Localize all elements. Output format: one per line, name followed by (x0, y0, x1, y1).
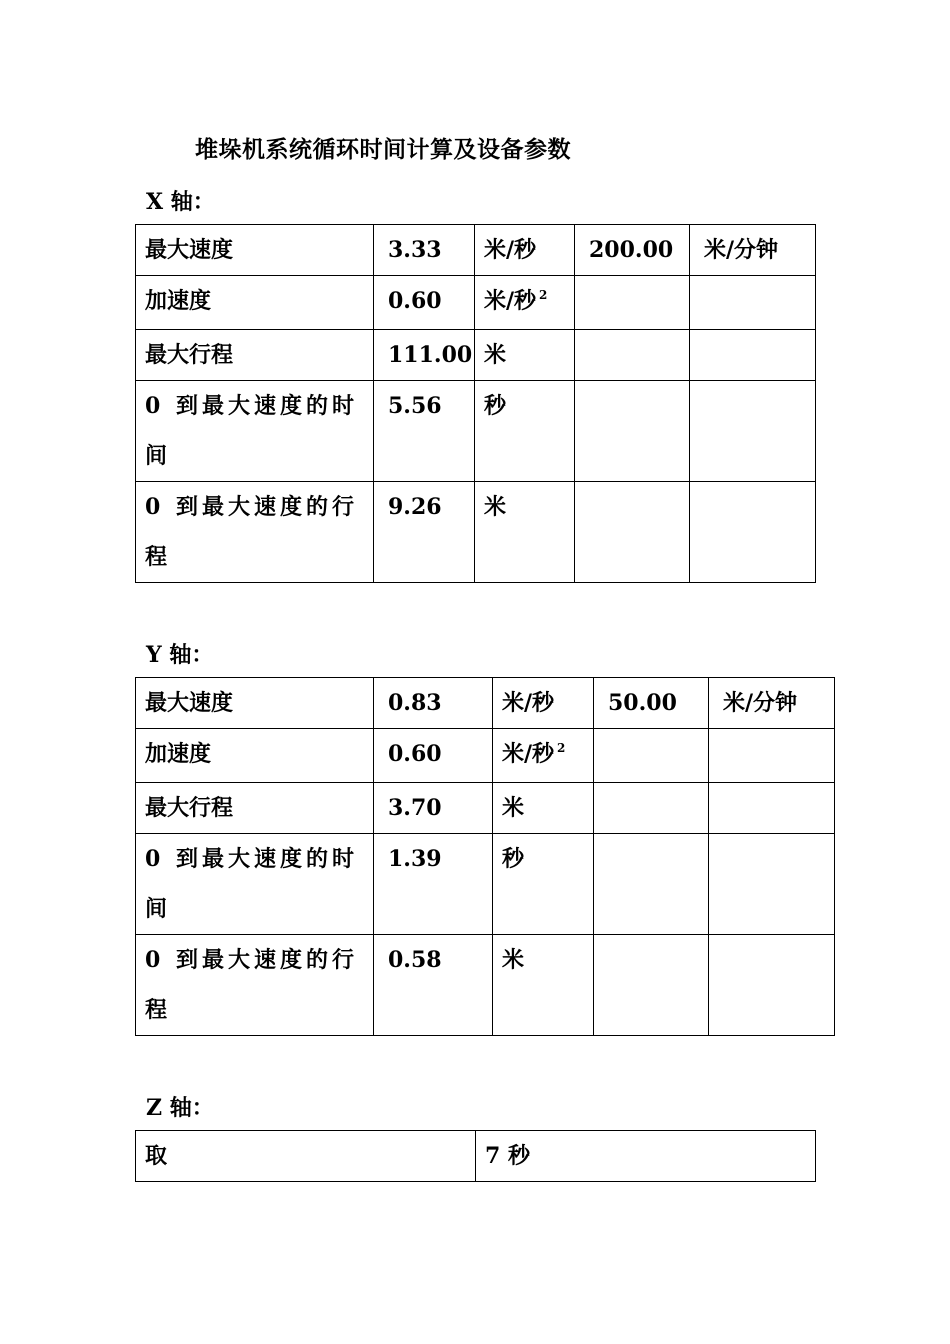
param-name: 取 (136, 1131, 476, 1182)
param-unit: 秒 (493, 834, 594, 935)
param-value: 3.33 (374, 225, 475, 276)
param-extra-value: 50.00 (594, 678, 709, 729)
table-row (136, 783, 835, 834)
param-unit (493, 729, 594, 783)
table-row (136, 225, 816, 276)
param-extra-unit: 米/分钟 (709, 678, 835, 729)
table-row (136, 276, 816, 330)
param-extra-unit (709, 935, 835, 1036)
param-extra-unit (690, 276, 816, 330)
table-row (136, 330, 816, 381)
unit-superscript: 2 (539, 288, 548, 302)
param-unit: 米 (475, 330, 575, 381)
param-name: 0 到最大速度的时间 (136, 381, 374, 482)
param-extra-unit (709, 783, 835, 834)
param-unit (475, 276, 575, 330)
table-row (136, 381, 816, 482)
table-row (136, 729, 835, 783)
param-value: 3.70 (374, 783, 493, 834)
param-value: 0.60 (374, 276, 475, 330)
param-extra-value (594, 729, 709, 783)
param-unit: 米 (493, 783, 594, 834)
y-axis-table (135, 677, 835, 1036)
param-value: 111.00 (374, 330, 475, 381)
param-extra-value (575, 276, 690, 330)
table-row (136, 834, 835, 935)
param-name: 加速度 (136, 276, 374, 330)
document-title: 堆垛机系统循环时间计算及设备参数 (195, 136, 571, 163)
param-unit: 米/秒 (493, 678, 594, 729)
table-row (136, 482, 816, 583)
unit-text: 米/秒 (502, 741, 555, 767)
param-extra-value (594, 935, 709, 1036)
param-unit: 秒 (475, 381, 575, 482)
param-name: 最大速度 (136, 225, 374, 276)
param-extra-value (594, 834, 709, 935)
param-extra-value (575, 330, 690, 381)
param-extra-value (575, 482, 690, 583)
table-row (136, 678, 835, 729)
param-value: 1.39 (374, 834, 493, 935)
param-extra-value (594, 783, 709, 834)
y-axis-label: Y 轴： (146, 642, 214, 668)
unit-superscript: 2 (557, 741, 566, 755)
param-name: 加速度 (136, 729, 374, 783)
x-axis-label: X 轴： (146, 189, 215, 215)
param-extra-unit (690, 381, 816, 482)
unit-text: 米/秒 (484, 288, 537, 314)
param-name: 最大行程 (136, 783, 374, 834)
param-name: 0 到最大速度的行程 (136, 482, 374, 583)
param-name: 最大行程 (136, 330, 374, 381)
table-row (136, 1131, 816, 1182)
param-unit: 米/秒 (475, 225, 575, 276)
param-name: 0 到最大速度的行程 (136, 935, 374, 1036)
param-unit: 米 (493, 935, 594, 1036)
param-extra-unit (709, 729, 835, 783)
z-axis-label: Z 轴： (146, 1095, 214, 1121)
param-value: 0.60 (374, 729, 493, 783)
param-value: 0.83 (374, 678, 493, 729)
param-extra-unit (690, 330, 816, 381)
param-name: 最大速度 (136, 678, 374, 729)
param-extra-unit: 米/分钟 (690, 225, 816, 276)
param-extra-unit (709, 834, 835, 935)
param-value: 0.58 (374, 935, 493, 1036)
param-extra-value (575, 381, 690, 482)
param-extra-unit (690, 482, 816, 583)
table-row (136, 935, 835, 1036)
param-value: 5.56 (374, 381, 475, 482)
param-name: 0 到最大速度的时间 (136, 834, 374, 935)
param-extra-value: 200.00 (575, 225, 690, 276)
param-value: 9.26 (374, 482, 475, 583)
x-axis-table (135, 224, 816, 583)
param-value: 7 秒 (476, 1131, 816, 1182)
param-unit: 米 (475, 482, 575, 583)
z-axis-table (135, 1130, 816, 1182)
